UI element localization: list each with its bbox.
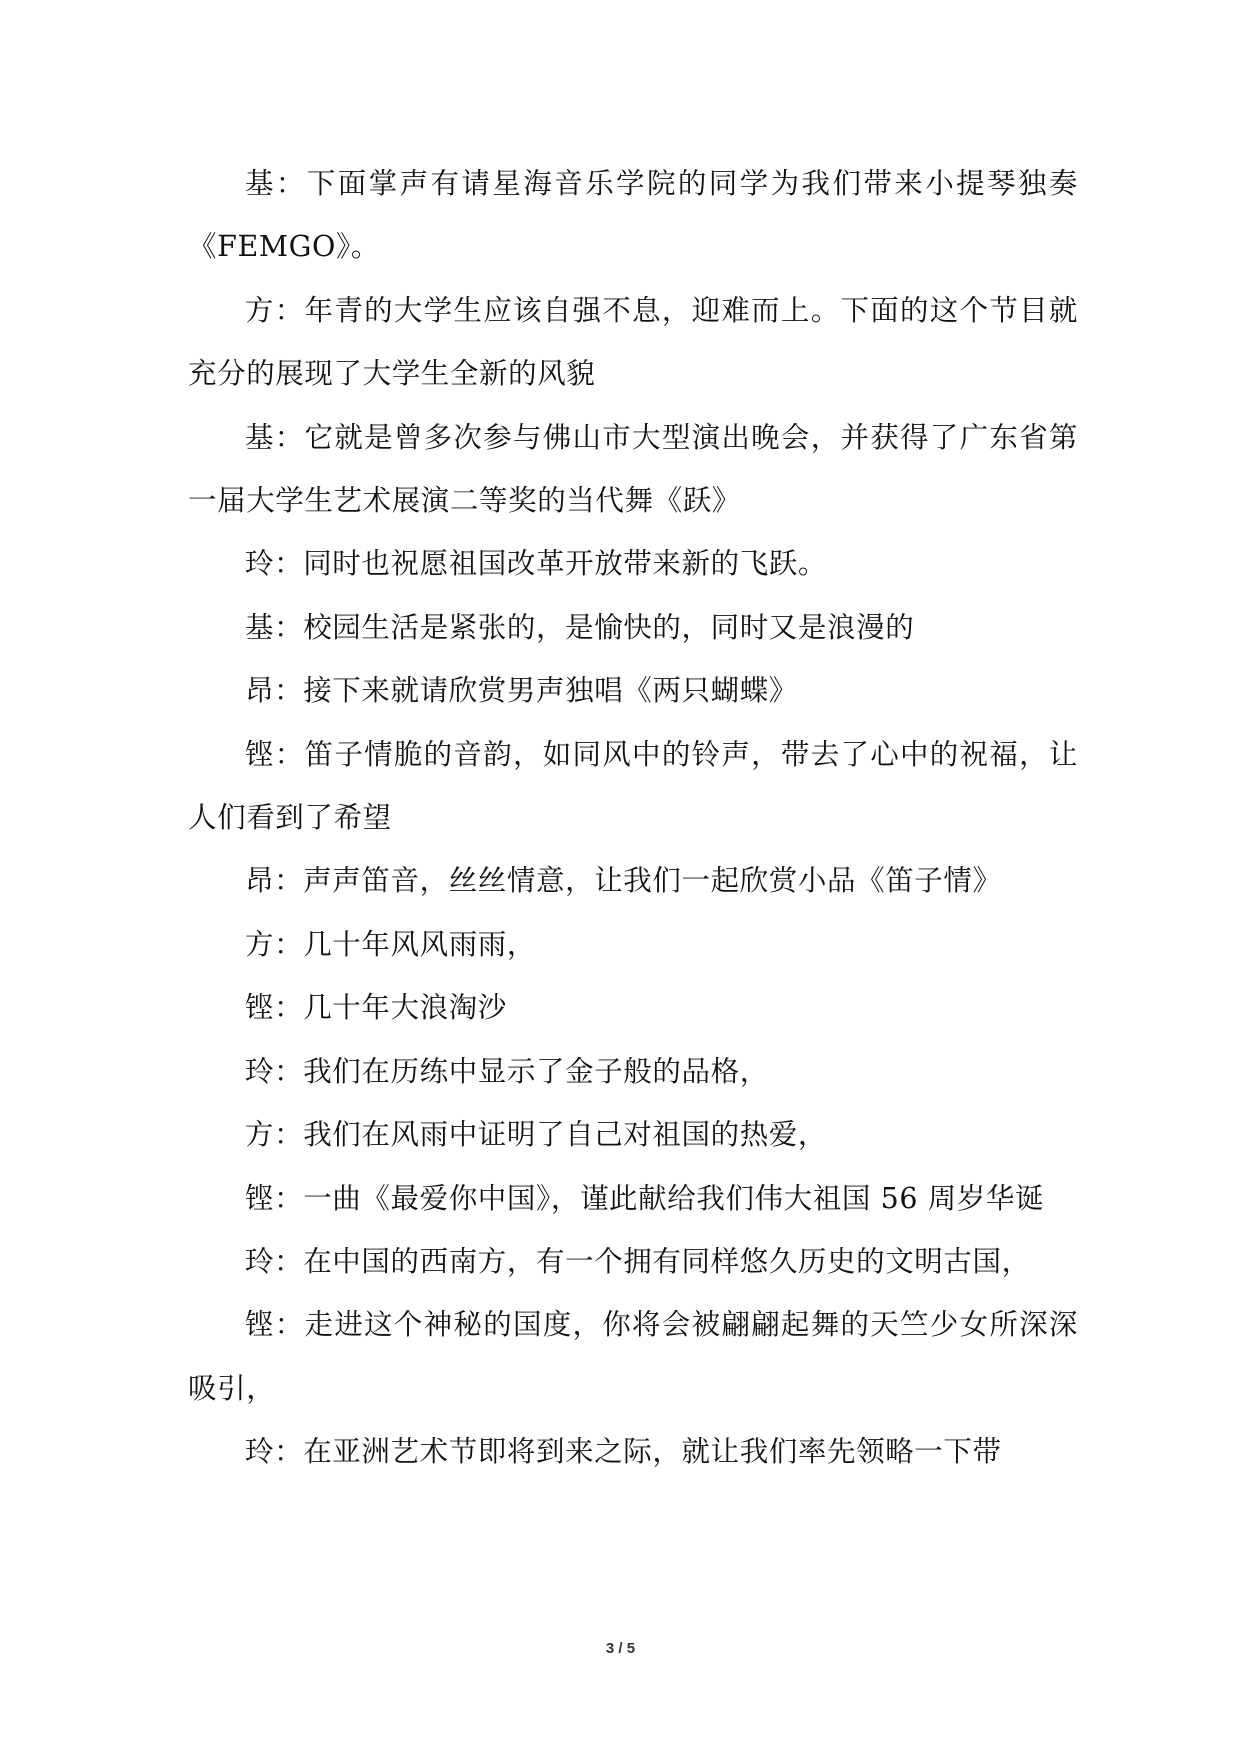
paragraph: 方：几十年风风雨雨， [245,927,537,961]
paragraph: 昂：声声笛音，丝丝情意，让我们一起欣赏小品《笛子情》 [245,864,1002,898]
paragraph: 方：年青的大学生应该自强不息，迎难而上。下面的这个节目就充分的展现了大学生全新的风貌 [188,293,1078,391]
paragraph: 玲：同时也祝愿祖国改革开放带来新的飞跃。 [245,547,828,581]
paragraph: 铿：走进这个神秘的国度，你将会被翩翩起舞的天竺少女所深深吸引， [188,1308,1078,1405]
paragraph: 玲：在中国的西南方，有一个拥有同样悠久历史的文明古国， [245,1244,1031,1278]
paragraph: 铿：一曲《最爱你中国》，谨此献给我们伟大祖国 56 周岁华诞 [245,1181,1045,1215]
paragraph: 基：校园生活是紧张的，是愉快的，同时又是浪漫的 [245,610,915,644]
paragraph: 基：下面掌声有请星海音乐学院的同学为我们带来小提琴独奏《FEMGO》。 [188,167,1078,264]
page-number: 3 / 5 [605,1640,636,1657]
paragraph: 玲：在亚洲艺术节即将到来之际，就让我们率先领略一下带 [245,1435,1002,1469]
paragraph: 玲：我们在历练中显示了金子般的品格， [245,1054,769,1088]
paragraph: 铿：笛子情脆的音韵，如同风中的铃声，带去了心中的祝福，让人们看到了希望 [188,737,1078,835]
paragraph: 方：我们在风雨中证明了自己对祖国的热爱， [245,1118,828,1152]
paragraph: 铿：几十年大浪淘沙 [245,991,507,1025]
paragraph: 基：它就是曾多次参与佛山市大型演出晚会，并获得了广东省第一届大学生艺术展演二等奖的当代舞《跃》 [188,420,1078,518]
paragraph: 昂：接下来就请欣赏男声独唱《两只蝴蝶》 [245,674,798,708]
document-body [188,152,1078,1484]
